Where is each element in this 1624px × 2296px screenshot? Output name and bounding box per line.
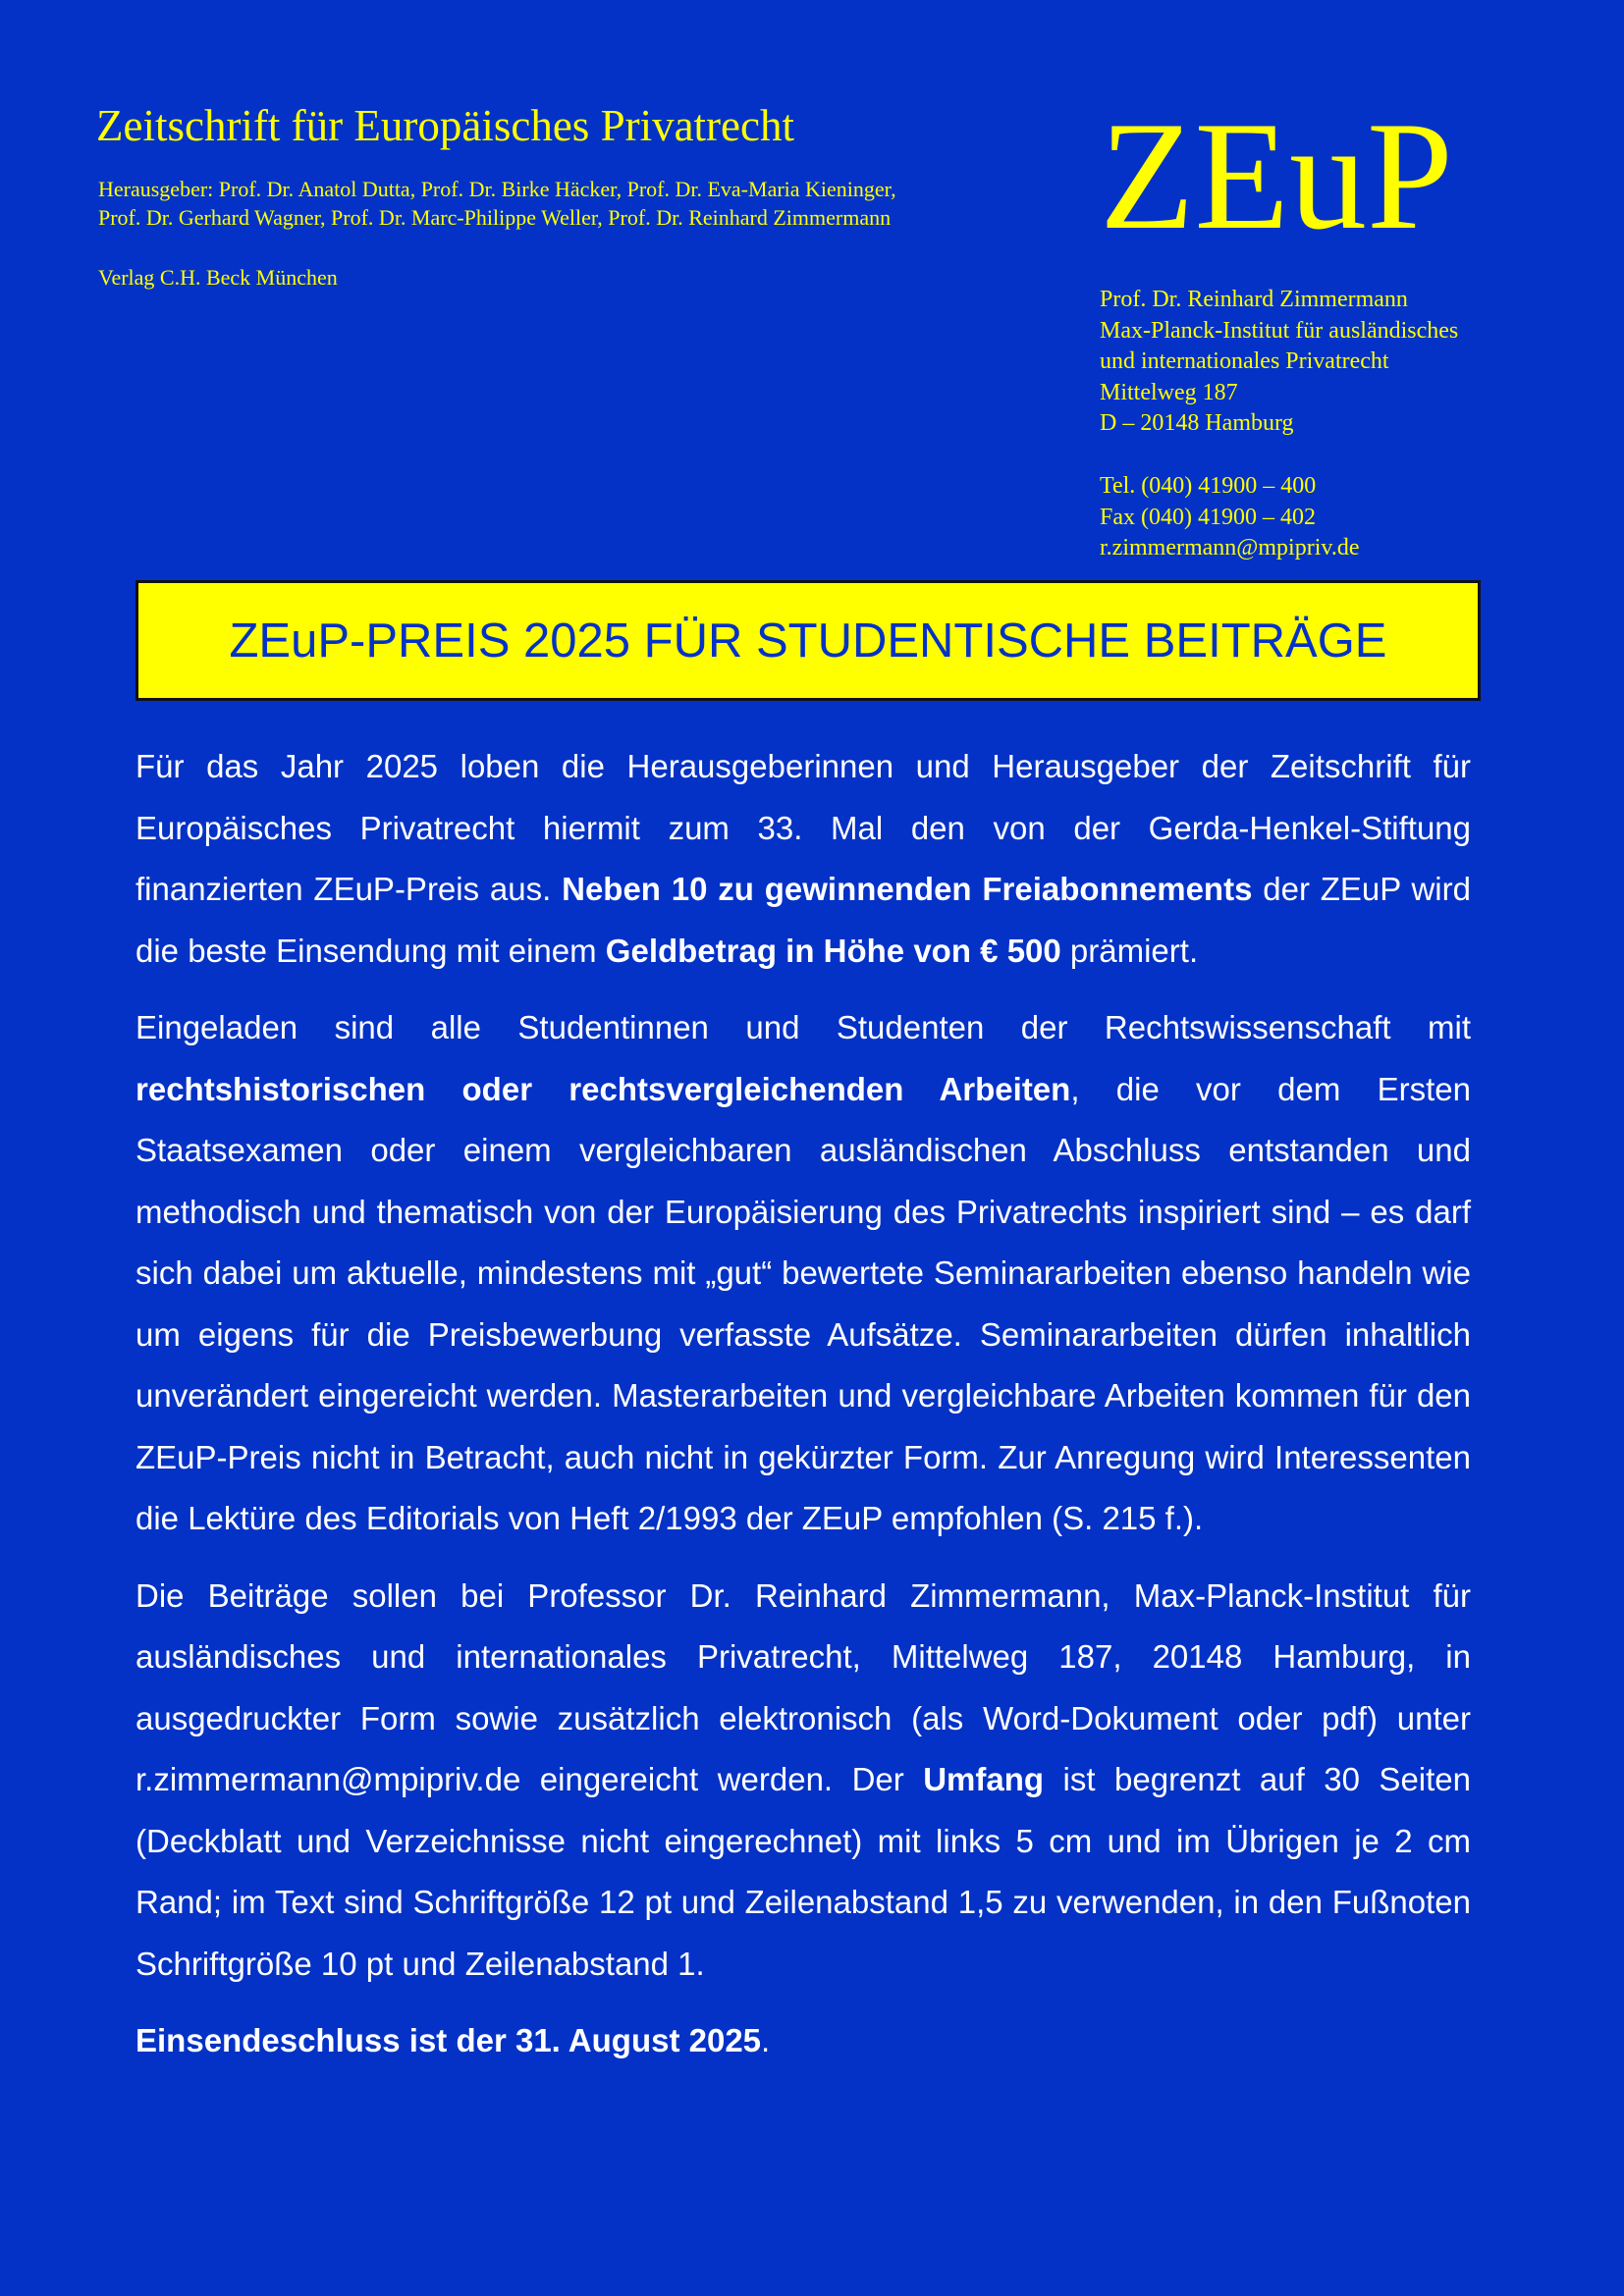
p1-bold-amount: Geldbetrag in Höhe von € 500 (605, 932, 1061, 969)
paragraph-eligibility (135, 997, 1471, 1550)
address-city: D – 20148 Hamburg (1100, 410, 1294, 436)
p3-text-c: ist begrenzt auf 30 Seiten (Deckblatt und Verzeichnisse nicht eingerechnet) mit links 5 cm und im Übrigen je 2 cm Rand; im Text sind Schriftgröße 12 pt und Zeilenabstand 1,5 zu verwenden, in den Fußnoten Schriftgröße 10 pt und Zeilenabstand 1. (135, 1761, 1471, 1982)
announcement-body (135, 736, 1471, 2088)
contact-tel: Tel. (040) 41900 – 400 (1100, 473, 1317, 499)
p3-bold-length: Umfang (923, 1761, 1045, 1797)
p2-text-c: , die vor dem Ersten Staatsexamen oder einem vergleichbaren ausländischen Abschluss entstanden und methodisch und thematisch von der Europäisierung des Privatrechts inspiriert sind – es darf sich dabei um aktuelle, mindestens mit „gut“ bewertete Seminararbeiten ebenso handeln wie um eigens für die Preisbewerbung verfasste Aufsätze. Seminararbeiten dürfen inhaltlich unverändert eingereicht werden. Masterarbeiten und vergleichbare Arbeiten kommen für den ZEuP-Preis nicht in Betracht, auch nicht in gekürzter Form. Zur Anregung wird Interessenten die Lektüre des Editorials von Heft 2/1993 der ZEuP empfohlen (S. 215 f.). (135, 1070, 1471, 1536)
contact-email: r.zimmermann@mpipriv.de (1100, 535, 1360, 561)
p3-text-a: Die Beiträge sollen bei Professor Dr. Reinhard Zimmermann, Max-Planck-Institut für ausländisches und internationales Privatrecht, Mittelweg 187, 20148 Hamburg, in ausgedruckter Form sowie zusätzlich elektronisch (als Word-Dokument oder pdf) unter r.zimmermann@mpipriv.de eingereicht werden. Der (135, 1576, 1471, 1797)
address-street: Mittelweg 187 (1100, 379, 1238, 405)
p2-text-a: Eingeladen sind alle Studentinnen und Studenten der Rechtswissenschaft mit (135, 1009, 1471, 1045)
prize-title: ZEuP-PREIS 2025 FÜR STUDENTISCHE BEITRÄGE (229, 614, 1387, 667)
address-name: Prof. Dr. Reinhard Zimmermann (1100, 287, 1408, 312)
journal-logo: ZEuP (1100, 90, 1453, 262)
address-institute-line1: Max-Planck-Institut für ausländisches (1100, 317, 1459, 344)
p1-text-c: der ZEuP wird die beste Einsendung mit einem (135, 871, 1471, 969)
p2-bold-topics: rechtshistorischen oder rechtsvergleichenden Arbeiten (135, 1070, 1071, 1107)
address-institute-line2: und internationales Privatrecht (1100, 348, 1389, 374)
paragraph-prize (135, 736, 1471, 982)
editors-list: Herausgeber: Prof. Dr. Anatol Dutta, Prof. Dr. Birke Häcker, Prof. Dr. Eva-Maria Kieninger, Prof. Dr. Gerhard Wagner, Prof. Dr. Marc-Philippe Weller, Prof. Dr. Reinhard Zimmermann (98, 177, 896, 230)
contact-fax: Fax (040) 41900 – 402 (1100, 504, 1316, 530)
p1-text-e: prämiert. (1060, 932, 1199, 969)
deadline-bold: Einsendeschluss ist der 31. August 2025 (135, 2022, 762, 2058)
contact-block (1100, 471, 1359, 564)
prize-banner (135, 580, 1481, 701)
postal-address (1100, 285, 1458, 440)
paragraph-submission (135, 1566, 1471, 1996)
deadline-period: . (761, 2022, 771, 2058)
p1-text-a: Für das Jahr 2025 loben die Herausgeberinnen und Herausgeber der Zeitschrift für Europäisches Privatrecht hiermit zum 33. Mal den von der Gerda-Henkel-Stiftung finanzierten ZEuP-Preis aus. (135, 748, 1471, 907)
p1-bold-subscriptions: Neben 10 zu gewinnenden Freiabonnements (562, 871, 1253, 907)
journal-title: Zeitschrift für Europäisches Privatrecht (96, 101, 794, 150)
paragraph-deadline (135, 2010, 1471, 2072)
publisher: Verlag C.H. Beck München (98, 265, 338, 290)
